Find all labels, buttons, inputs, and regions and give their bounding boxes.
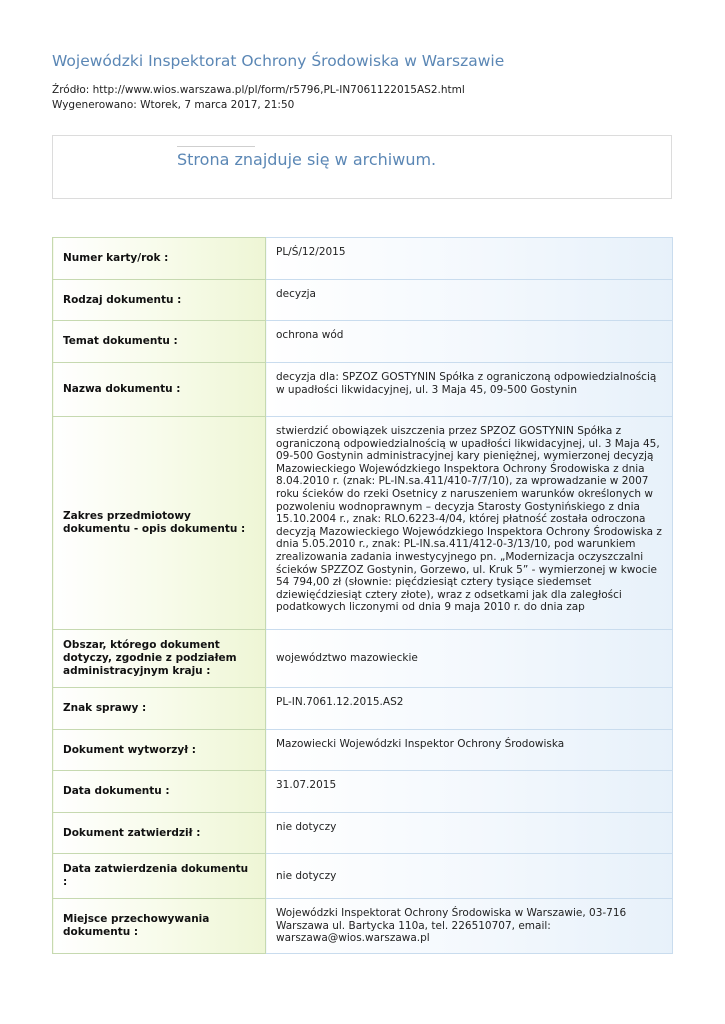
row-label: Rodzaj dokumentu : bbox=[53, 280, 266, 321]
table-row bbox=[53, 854, 673, 899]
row-value: województwo mazowieckie bbox=[266, 630, 673, 688]
table-row bbox=[53, 238, 673, 280]
row-label: Zakres przedmiotowy dokumentu - opis dokumentu : bbox=[53, 417, 266, 630]
table-row bbox=[53, 771, 673, 813]
archive-notice: Strona znajduje się w archiwum. bbox=[177, 150, 437, 169]
source-url-text: Źródło: http://www.wios.warszawa.pl/pl/form/r5796,PL-IN7061122015AS2.html bbox=[52, 84, 465, 96]
row-label: Dokument zatwierdził : bbox=[53, 813, 266, 854]
table-row bbox=[53, 363, 673, 417]
table-row bbox=[53, 730, 673, 771]
row-label: Data dokumentu : bbox=[53, 771, 266, 813]
generated-date-text: Wygenerowano: Wtorek, 7 marca 2017, 21:50 bbox=[52, 99, 295, 111]
row-value: PL-IN.7061.12.2015.AS2 bbox=[266, 688, 673, 730]
archive-divider bbox=[177, 146, 255, 147]
row-label: Temat dokumentu : bbox=[53, 321, 266, 363]
table-row bbox=[53, 688, 673, 730]
document-info-table bbox=[52, 237, 673, 954]
row-value: Mazowiecki Wojewódzki Inspektor Ochrony Środowiska bbox=[266, 730, 673, 771]
row-value: decyzja dla: SPZOZ GOSTYNIN Spółka z ograniczoną odpowiedzialnością w upadłości likwidacyjnej, ul. 3 Maja 45, 09-500 Gostynin bbox=[266, 363, 673, 417]
row-value: nie dotyczy bbox=[266, 813, 673, 854]
table-row bbox=[53, 813, 673, 854]
row-value: PL/Ś/12/2015 bbox=[266, 238, 673, 280]
row-value: 31.07.2015 bbox=[266, 771, 673, 813]
row-value: Wojewódzki Inspektorat Ochrony Środowiska w Warszawie, 03-716 Warszawa ul. Bartycka 110a, tel. 226510707, email: warszawa@wios.warszawa.pl bbox=[266, 899, 673, 954]
row-value: decyzja bbox=[266, 280, 673, 321]
row-value: nie dotyczy bbox=[266, 854, 673, 899]
row-label: Znak sprawy : bbox=[53, 688, 266, 730]
table-row bbox=[53, 321, 673, 363]
table-row bbox=[53, 899, 673, 954]
row-label: Data zatwierdzenia dokumentu : bbox=[53, 854, 266, 899]
archive-notice-box bbox=[52, 135, 672, 199]
row-label: Dokument wytworzył : bbox=[53, 730, 266, 771]
row-label: Nazwa dokumentu : bbox=[53, 363, 266, 417]
row-value: ochrona wód bbox=[266, 321, 673, 363]
row-value: stwierdzić obowiązek uiszczenia przez SPZOZ GOSTYNIN Spółka z ograniczoną odpowiedzialnością w upadłości likwidacyjnej, ul. 3 Maja 45, 09-500 Gostynin administracyjnej kary pieniężnej, wymierzonej decyzją Mazowieckiego Wojewódzkiego Inspektora Ochrony Środowiska z dnia 8.04.2010 r. (znak: PL-IN.sa.411/410-7/7/10), za wprowadzanie w 2007 roku ścieków do rzeki Osetnicy z naruszeniem warunków określonych w pozwoleniu wodnoprawnym – decyzja Starosty Gostynińskiego z dnia 15.10.2004 r., znak: RLO.6223-4/04, której płatność została odroczona decyzją Mazowieckiego Wojewódzkiego Inspektora Ochrony Środowiska z dnia 5.05.2010 r., znak: PL-IN.sa.411/412-0-3/13/10, pod warunkiem zrealizowania zadania inwestycyjnego pn. „Modernizacja oczyszczalni ścieków SPZZOZ Gostynin, Gorzewo, ul. Kruk 5” - wymierzonej w kwocie 54 794,00 zł (słownie: pięćdziesiąt cztery tysiące siedemset dziewięćdziesiąt cztery złote), wraz z odsetkami jak dla zaległości podatkowych liczonymi od dnia 9 maja 2010 r. do dnia zap bbox=[266, 417, 673, 630]
page-title: Wojewódzki Inspektorat Ochrony Środowiska w Warszawie bbox=[52, 52, 505, 70]
row-label: Miejsce przechowywania dokumentu : bbox=[53, 899, 266, 954]
row-label: Obszar, którego dokument dotyczy, zgodnie z podziałem administracyjnym kraju : bbox=[53, 630, 266, 688]
table-row bbox=[53, 417, 673, 630]
table-row bbox=[53, 280, 673, 321]
table-row bbox=[53, 630, 673, 688]
row-label: Numer karty/rok : bbox=[53, 238, 266, 280]
